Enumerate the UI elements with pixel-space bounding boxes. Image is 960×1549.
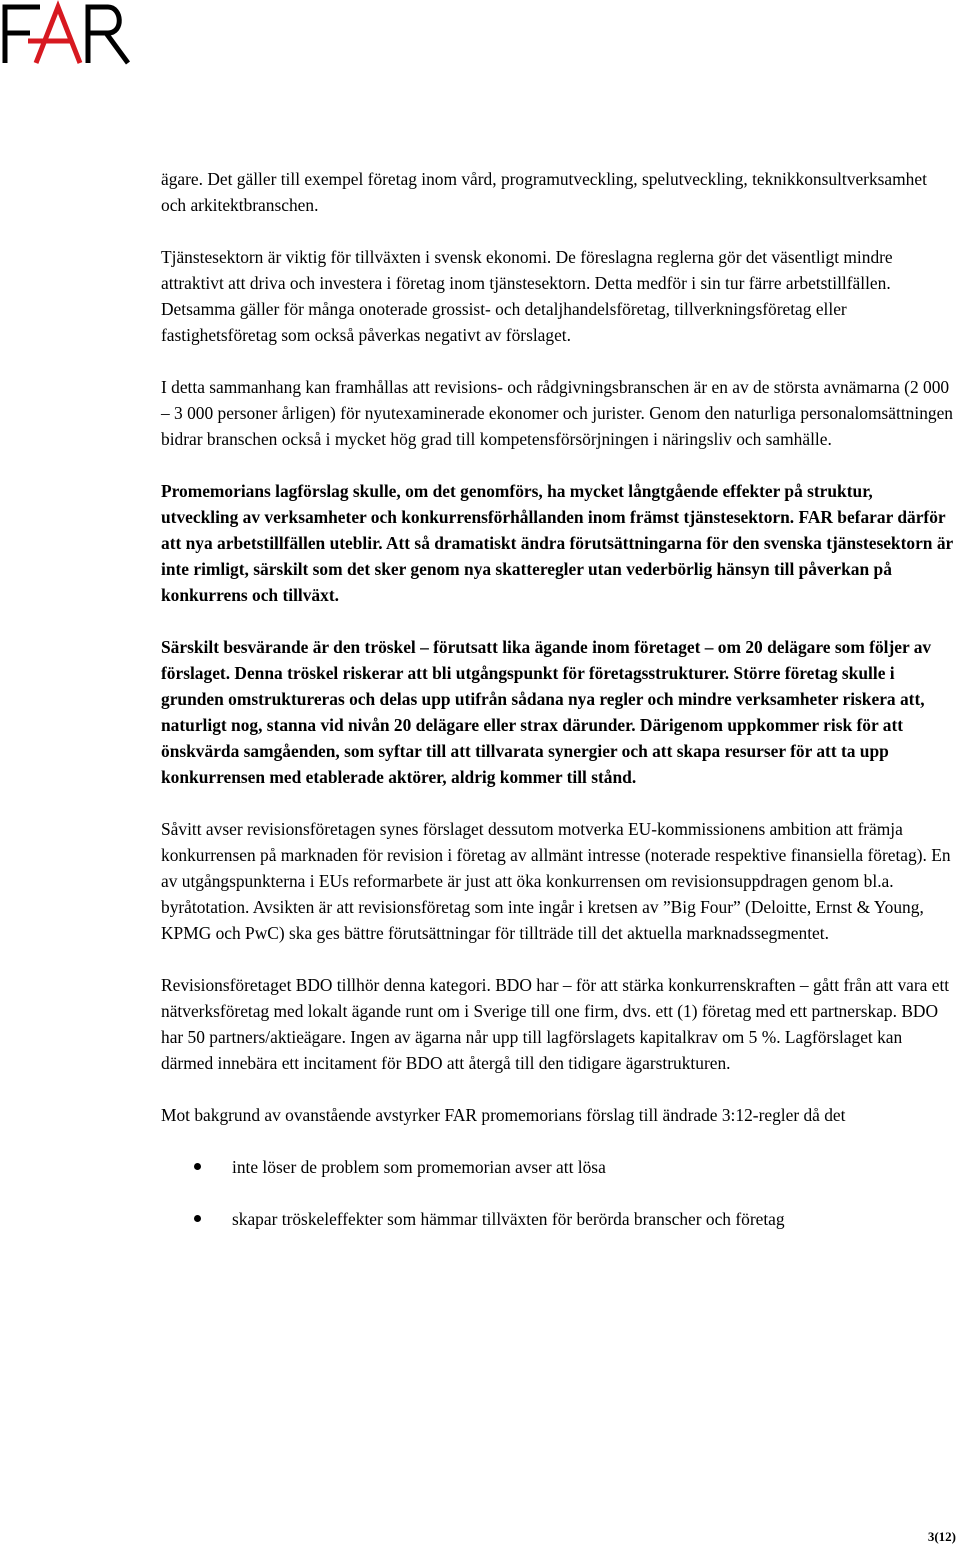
paragraph-8: Mot bakgrund av ovanstående avstyrker FAR promemorians förslag till ändrade 3:12-regler då det	[161, 1105, 846, 1125]
paragraph-7: Revisionsföretaget BDO tillhör denna kategori. BDO har – för att stärka konkurrenskraften – gått från att vara ett nätverksföretag med lokalt ägande runt om i Sverige till one firm, dvs. ett (1) företag med ett partnerskap. BDO har 50 partners/aktieägare. Ingen av ägarna når upp till lagförslagets kapitalkrav om 5 %. Lagförslaget kan därmed innebära ett incitament för BDO att återgå till den tidigare ägarstrukturen.	[161, 975, 950, 1073]
paragraph-5-bold: Särskilt besvärande är den tröskel – förutsatt lika ägande inom företaget – om 20 delägare som följer av förslaget. Denna tröskel riskerar att bli utgångspunkt för företagsstrukturer. Större företag skulle i grunden omstruktureras och delas upp utifrån sådana nya regler och mindre verksamheter riskera att, naturligt nog, stanna vid nivån 20 delägare eller strax därunder. Därigenom uppkommer risk för att önskvärda samgåenden, som syftar till att tillvarata synergier och att skapa resurser för att ta upp konkurrensen med etablerade aktörer, aldrig kommer till stånd.	[161, 637, 932, 787]
paragraph-4-bold: Promemorians lagförslag skulle, om det genomförs, ha mycket långtgående effekter på struktur, utveckling av verksamheter och konkurrensförhållanden inom främst tjänstesektorn. FAR befarar därför att nya arbetstillfällen uteblir. Att så dramatiskt ändra förutsättningarna för den svenska tjänstesektorn är inte rimligt, särskilt som det sker genom nya skatteregler utan vederbörlig hänsyn till påverkan på konkurrens och tillväxt.	[161, 481, 953, 605]
bullet-icon	[194, 1163, 201, 1170]
paragraph-3: I detta sammanhang kan framhållas att revisions- och rådgivningsbranschen är en av de största avnämarna (2 000 – 3 000 personer årligen) för nyutexaminerade ekonomer och jurister. Genom den naturliga personalomsättningen bidrar branschen också i mycket hög grad till kompetensförsörjningen i näringsliv och samhälle.	[161, 377, 953, 449]
paragraph-6: Såvitt avser revisionsföretagen synes förslaget dessutom motverka EU-kommissionens ambition att främja konkurrensen på marknaden för revision i företag av allmänt intresse (noterade respektive finansiella företag). En av utgångspunkterna i EUs reformarbete är just att öka konkurrensen om revisionsuppdragen genom bl.a. byråtotation. Avsikten är att revisionsföretag som inte ingår i kretsen av ”Big Four” (Deloitte, Ernst & Young, KPMG och PwC) ska ges bättre förutsättningar för tillträde till det aktuella marknadssegmentet.	[161, 819, 951, 943]
bullet-list	[161, 1154, 953, 1232]
bullet-icon	[194, 1215, 201, 1222]
far-logo	[0, 0, 132, 66]
paragraph-1: ägare. Det gäller till exempel företag inom vård, programutveckling, spelutveckling, teknikkonsultverksamhet och arkitektbranschen.	[161, 169, 927, 215]
bullet-item	[161, 1154, 953, 1180]
document-body	[161, 166, 953, 1258]
bullet-item	[161, 1206, 953, 1232]
page-number: 3(12)	[927, 1529, 956, 1544]
paragraph-2: Tjänstesektorn är viktig för tillväxten i svensk ekonomi. De föreslagna reglerna gör det väsentligt mindre attraktivt att driva och investera i företag inom tjänstesektorn. Detta medför i sin tur färre arbetstillfällen. Detsamma gäller för många onoterade grossist- och detaljhandelsföretag, tillverkningsföretag eller fastighetsföretag som också påverkas negativt av förslaget.	[161, 247, 893, 345]
bullet-text: skapar tröskeleffekter som hämmar tillväxten för berörda branscher och företag	[232, 1209, 785, 1229]
bullet-text: inte löser de problem som promemorian avser att lösa	[232, 1157, 606, 1177]
